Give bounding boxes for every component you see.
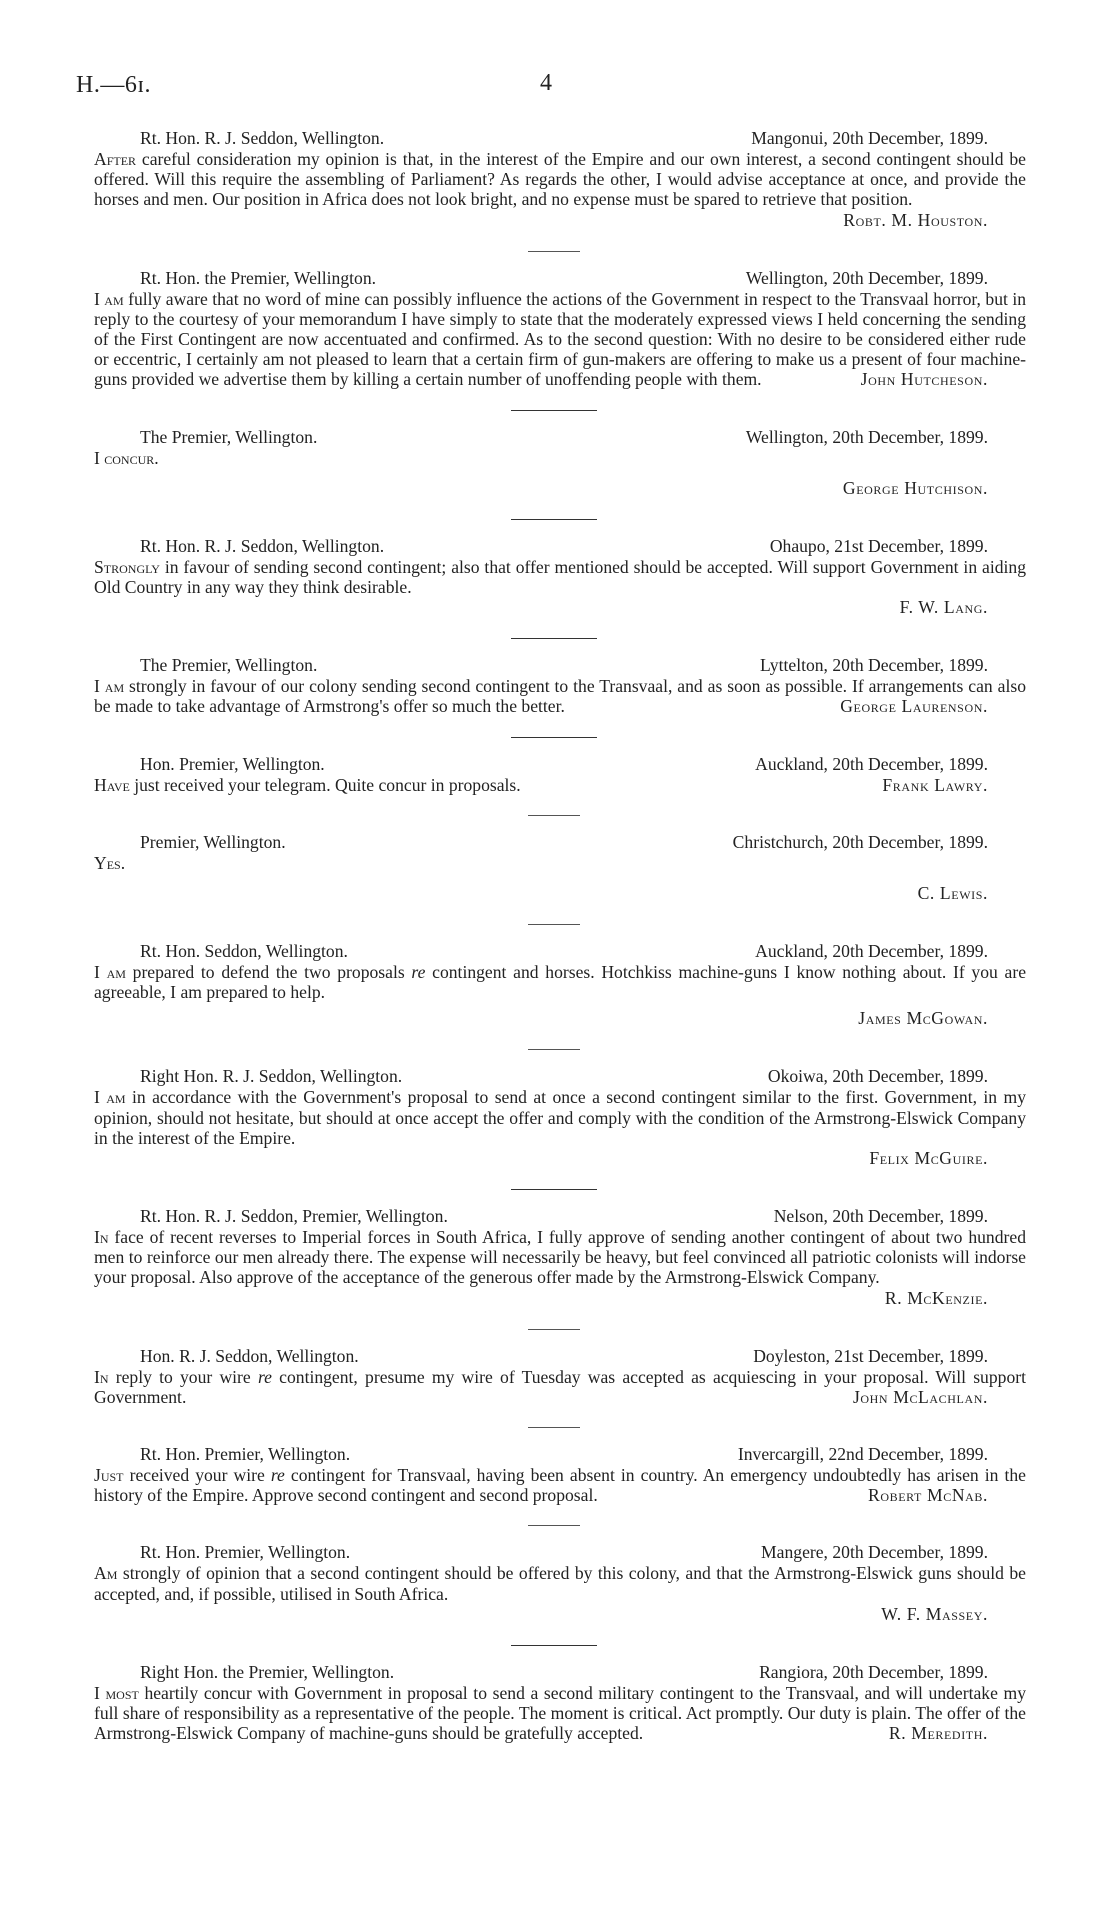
telegram-place-date: Rangiora, 20th December, 1899. bbox=[759, 1661, 988, 1682]
telegram-signature: F. W. Lang. bbox=[899, 597, 988, 618]
separator-rule bbox=[528, 1049, 580, 1050]
telegram-place-date: Christchurch, 20th December, 1899. bbox=[732, 831, 988, 852]
telegram-signature: C. Lewis. bbox=[917, 883, 988, 904]
separator-rule bbox=[511, 410, 597, 411]
telegram-message bbox=[94, 1563, 1026, 1603]
telegram-addressee: Hon. R. J. Seddon, Wellington. bbox=[140, 1345, 359, 1366]
telegram-lead-word: I am bbox=[94, 962, 126, 983]
telegram-signature: Robt. M. Houston. bbox=[843, 209, 988, 230]
telegram-text: fully aware that no word of mine can possibly influence the actions of the Government in respect to the Transvaal horror, but in reply to the courtesy of your memorandum I have simply to state that the moderately expressed views I held concerning the sending of the First Contingent are now accentuated and confirmed. As to the second question: With no desire to be considered either rude or eccentric, I certainly am not pleased to learn that a certain firm of gun-makers are offering to make us a present of four machine-guns provided we advertise them by killing a certain number of unoffending people with them. bbox=[94, 288, 1027, 390]
telegram-entry bbox=[94, 832, 1026, 904]
telegram-entry bbox=[94, 1206, 1026, 1309]
telegram-lead-word: Have bbox=[94, 774, 130, 795]
telegram-place-date: Mangere, 20th December, 1899. bbox=[761, 1542, 988, 1563]
telegram-place-date: Ohaupo, 21st December, 1899. bbox=[769, 535, 988, 556]
telegram-signature: John McLachlan. bbox=[852, 1386, 988, 1407]
telegram-lead-word: Yes. bbox=[94, 852, 126, 873]
telegram-addressee: Premier, Wellington. bbox=[140, 831, 286, 852]
telegram-signature: Frank Lawry. bbox=[882, 774, 988, 795]
telegram-lead-word: In bbox=[94, 1227, 109, 1248]
telegram-signature: Robert McNab. bbox=[868, 1485, 988, 1506]
telegram-text: contingent, presume my wire of Tuesday was accepted as acquiescing in your proposal. Will support Government. bbox=[94, 1366, 1026, 1407]
separator-rule bbox=[511, 638, 597, 639]
telegram-text-italic: re bbox=[411, 962, 426, 983]
telegram-signature: George Laurenson. bbox=[840, 696, 988, 717]
telegram-addressee: Right Hon. R. J. Seddon, Wellington. bbox=[140, 1066, 403, 1087]
telegram-entry bbox=[94, 1542, 1026, 1624]
telegram-text: heartily concur with Government in proposal to send a second military contingent to the Transvaal, and will undertake my full share of responsibility as a representative of the people. The moment is critical. Act promptly. Our duty is plain. The offer of the Armstrong-Elswick Company of machine-guns should be gratefully accepted. bbox=[94, 1682, 1026, 1744]
telegram-entry bbox=[94, 268, 1026, 390]
telegram-signature: W. F. Massey. bbox=[881, 1603, 988, 1624]
separator-rule bbox=[511, 737, 597, 738]
telegram-message bbox=[94, 289, 1026, 390]
telegram-place-date: Nelson, 20th December, 1899. bbox=[773, 1206, 988, 1227]
telegram-place-date: Invercargill, 22nd December, 1899. bbox=[737, 1444, 988, 1465]
telegram-place-date: Doyleston, 21st December, 1899. bbox=[753, 1345, 988, 1366]
telegram-message bbox=[94, 775, 1026, 795]
telegram-signature: George Hutchison. bbox=[842, 477, 988, 498]
telegram-text: prepared to defend the two proposals bbox=[125, 962, 412, 983]
telegram-message bbox=[94, 853, 1026, 873]
telegram-entry bbox=[94, 1662, 1026, 1744]
telegram-message bbox=[94, 1683, 1026, 1744]
telegram-entry bbox=[94, 427, 1026, 499]
telegram-entry bbox=[94, 655, 1026, 716]
telegram-message bbox=[94, 448, 1026, 468]
telegram-lead-word: In bbox=[94, 1366, 109, 1387]
separator-rule bbox=[511, 519, 597, 520]
telegram-message bbox=[94, 1465, 1026, 1505]
telegram-list bbox=[94, 128, 1026, 1764]
telegram-addressee: Rt. Hon. Premier, Wellington. bbox=[140, 1542, 351, 1563]
telegram-addressee: Rt. Hon. Seddon, Wellington. bbox=[140, 941, 348, 962]
telegram-text: contingent for Transvaal, having been absent in country. An emergency undoubtedly has arisen in the history of the Empire. Approve second contingent and second proposal. bbox=[94, 1465, 1026, 1506]
telegram-lead-word: Strongly bbox=[94, 556, 160, 577]
telegram-lead-word: Just bbox=[94, 1465, 124, 1486]
telegram-entry bbox=[94, 941, 1026, 1029]
separator-rule bbox=[528, 1427, 580, 1428]
telegram-signature: Felix McGuire. bbox=[869, 1148, 988, 1169]
telegram-text: in accordance with the Government's proposal to send at once a second contingent similar to the first. Government, in my opinion, should not hesitate, but should at once accept the offer and comply with the condition of the Armstrong-Elswick Company in the interest of the Empire. bbox=[94, 1087, 1026, 1148]
separator-rule bbox=[528, 1329, 580, 1330]
telegram-entry bbox=[94, 1346, 1026, 1407]
telegram-entry bbox=[94, 1066, 1026, 1169]
telegram-lead-word: I am bbox=[94, 676, 125, 697]
telegram-text: strongly in favour of our colony sending second contingent to the Transvaal, and as soon as possible. If arrangements can also be made to take advantage of Armstrong's offer so much the better. bbox=[94, 676, 1026, 717]
telegram-addressee: Rt. Hon. R. J. Seddon, Premier, Wellington. bbox=[140, 1206, 448, 1227]
document-reference: H.—6ɪ. bbox=[76, 72, 151, 98]
telegram-text: received your wire bbox=[123, 1465, 271, 1486]
telegram-message bbox=[94, 962, 1026, 1002]
telegram-addressee: Rt. Hon. Premier, Wellington. bbox=[140, 1444, 351, 1465]
telegram-text: just received your telegram. Quite concur in proposals. bbox=[129, 774, 521, 795]
telegram-text: face of recent reverses to Imperial forces in South Africa, I fully approve of sending another contingent of about two hundred men to reinforce our men already there. The expense will necessarily be heavy, but feel convinced all patriotic colonists will indorse your proposal. Also approve of the acceptance of the generous offer made by the Armstrong-Elswick Company. bbox=[94, 1227, 1026, 1288]
telegram-message bbox=[94, 557, 1026, 597]
telegram-entry bbox=[94, 536, 1026, 618]
telegram-message bbox=[94, 1227, 1026, 1288]
separator-rule bbox=[528, 924, 580, 925]
telegram-place-date: Auckland, 20th December, 1899. bbox=[755, 941, 988, 962]
separator-rule bbox=[528, 1525, 580, 1526]
telegram-entry bbox=[94, 1444, 1026, 1505]
telegram-text-italic: re bbox=[270, 1465, 285, 1486]
telegram-addressee: The Premier, Wellington. bbox=[140, 426, 318, 447]
telegram-lead-word: I am bbox=[94, 288, 124, 309]
telegram-lead-word: I am bbox=[94, 1087, 126, 1108]
telegram-addressee: Rt. Hon. R. J. Seddon, Wellington. bbox=[140, 535, 385, 556]
page-number: 4 bbox=[540, 70, 552, 96]
telegram-lead-word: I concur. bbox=[94, 447, 159, 468]
separator-rule bbox=[511, 1189, 597, 1190]
telegram-signature: R. Meredith. bbox=[888, 1723, 988, 1744]
telegram-text: careful consideration my opinion is that, in the interest of the Empire and our own interest, a second contingent should be offered. Will this require the assembling of Parliament? As regards the other, I would advise acceptance at once, and provide the horses and men. Our position in Africa does not look bright, and no expense must be spared to retrieve that position. bbox=[94, 149, 1026, 210]
telegram-addressee: Right Hon. the Premier, Wellington. bbox=[140, 1661, 395, 1682]
telegram-lead-word: After bbox=[94, 149, 137, 169]
telegram-entry bbox=[94, 754, 1026, 795]
telegram-signature: R. McKenzie. bbox=[884, 1287, 988, 1308]
telegram-text: reply to your wire bbox=[108, 1366, 258, 1387]
separator-rule bbox=[511, 1645, 597, 1646]
telegram-message bbox=[94, 676, 1026, 716]
telegram-message bbox=[94, 1367, 1026, 1407]
telegram-signature: John Hutcheson. bbox=[860, 369, 988, 390]
telegram-text-italic: re bbox=[257, 1366, 272, 1387]
telegram-place-date: Mangonui, 20th December, 1899. bbox=[751, 128, 988, 148]
telegram-message bbox=[94, 1087, 1026, 1148]
telegram-addressee: The Premier, Wellington. bbox=[140, 655, 318, 676]
telegram-text: contingent and horses. Hotchkiss machine-guns I know nothing about. If you are agreeable, I am prepared to help. bbox=[94, 962, 1026, 1003]
telegram-text: strongly of opinion that a second contingent should be offered by this colony, and that the Armstrong-Elswick guns should be accepted, and, if possible, utilised in South Africa. bbox=[94, 1563, 1026, 1604]
telegram-addressee: Rt. Hon. the Premier, Wellington. bbox=[140, 267, 377, 288]
telegram-entry bbox=[94, 128, 1026, 231]
telegram-signature: James McGowan. bbox=[858, 1008, 988, 1029]
telegram-place-date: Wellington, 20th December, 1899. bbox=[745, 426, 988, 447]
telegram-message bbox=[94, 149, 1026, 210]
telegram-lead-word: Am bbox=[94, 1563, 118, 1584]
separator-rule bbox=[528, 251, 580, 252]
separator-rule bbox=[528, 815, 580, 816]
telegram-addressee: Hon. Premier, Wellington. bbox=[140, 753, 325, 774]
telegram-place-date: Auckland, 20th December, 1899. bbox=[755, 753, 988, 774]
telegram-place-date: Okoiwa, 20th December, 1899. bbox=[767, 1066, 988, 1087]
telegram-place-date: Wellington, 20th December, 1899. bbox=[745, 267, 988, 288]
telegram-addressee: Rt. Hon. R. J. Seddon, Wellington. bbox=[140, 128, 385, 148]
telegram-text: in favour of sending second contingent; also that offer mentioned should be accepted. Will support Government in aiding Old Country in any way they think desirable. bbox=[94, 556, 1026, 598]
telegram-place-date: Lyttelton, 20th December, 1899. bbox=[760, 655, 988, 676]
telegram-lead-word: I most bbox=[94, 1682, 139, 1703]
